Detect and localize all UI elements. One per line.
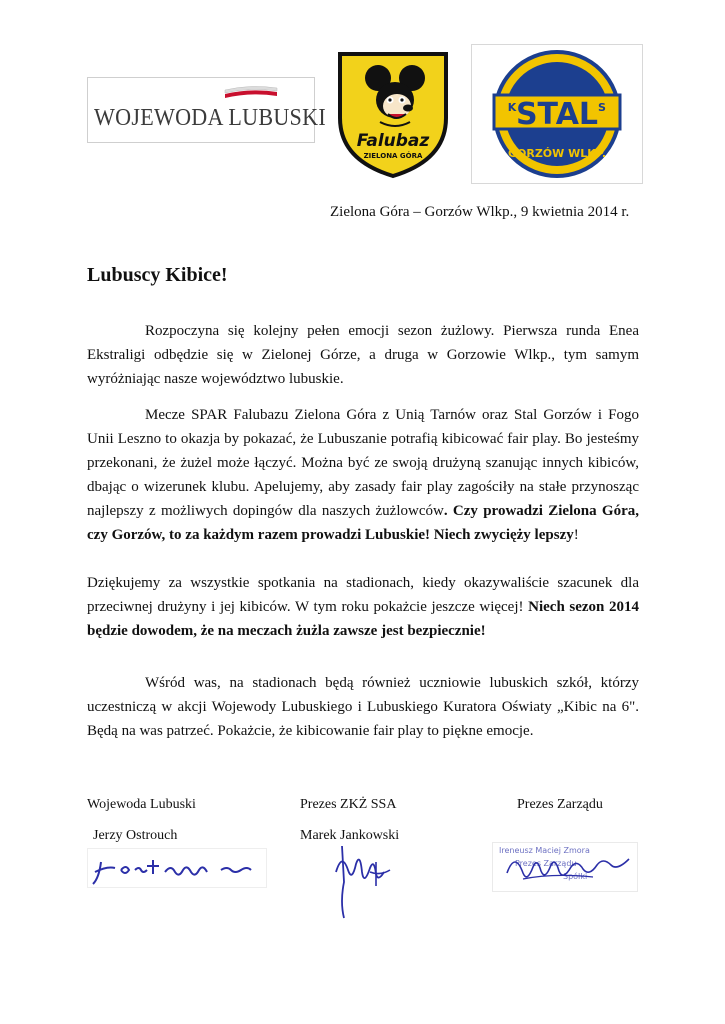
paragraph-2 xyxy=(87,403,639,547)
signature-2-name: Marek Jankowski xyxy=(300,828,400,843)
stal-logo-subtext: GORZÓW WLKP. xyxy=(507,147,607,160)
signature-1-image xyxy=(87,848,267,888)
stamp-line-2: Prezes Zarządu xyxy=(515,859,577,868)
signature-1-title: Wojewoda Lubuski xyxy=(87,797,196,812)
paragraph-3-bold: Niech sezon 2014 będzie dowodem, że na meczach żużla zawsze jest bezpiecznie! xyxy=(87,599,640,639)
paragraph-3-text: Dziękujemy za wszystkie spotkania na stadionach, kiedy okazywaliście szacunek dla przeciwnej drużyny i jej kibiców. W tym roku pokażcie jeszcze więcej! xyxy=(87,575,639,615)
letter-title: Lubuscy Kibice! xyxy=(87,264,228,286)
falubaz-logo-text: Falubaz xyxy=(356,131,430,151)
signature-1-name: Jerzy Ostrouch xyxy=(93,828,178,843)
signature-3-stamp xyxy=(492,842,638,892)
stal-logo-text: STAL xyxy=(515,97,599,132)
stal-gorzow-logo xyxy=(471,44,643,184)
wojewoda-lubuski-logo xyxy=(87,77,326,143)
falubaz-logo xyxy=(334,48,452,180)
paragraph-4 xyxy=(87,671,639,743)
falubaz-logo-subtext: ZIELONA GÓRA xyxy=(363,152,423,160)
paragraph-1 xyxy=(87,319,639,391)
stamp-line-3: Spółki xyxy=(563,872,588,881)
wojewoda-logo-text: WOJEWODA LUBUSKI xyxy=(94,105,326,131)
paragraph-4-text: Wśród was, na stadionach będą również uczniowie lubuskich szkół, którzy uczestniczą w akcji Wojewody Lubuskiego i Lubuskiego Kuratora Oświaty „Kibic na 6". Będą na was patrzeć. Pokażcie, że kibicowanie fair play to piękne emocje. xyxy=(87,675,639,739)
paragraph-3 xyxy=(87,571,639,643)
signature-3-title: Prezes Zarządu xyxy=(517,797,603,812)
date-line: Zielona Góra – Gorzów Wlkp., 9 kwietnia 2014 r. xyxy=(330,204,630,220)
paragraph-2-end: ! xyxy=(573,527,579,543)
flag-swoosh-icon xyxy=(223,84,279,100)
stal-logo-k: K xyxy=(507,101,517,114)
signature-3-handwriting xyxy=(493,843,637,891)
paragraph-2-text: Mecze SPAR Falubazu Zielona Góra z Unią Tarnów oraz Stal Gorzów i Fogo Unii Leszno to okazja by pokazać, że Lubuszanie potrafią kibicować fair play. Bo jesteśmy przekonani, że żużel może łączyć. Można być ze swoją drużyną szanując innych kibiców, dbając o wizerunek klubu. Apelujemy, aby zasady fair play zagościły na stałe przynosząc najlepszy z możliwych dopingów dla naszych żużlowców xyxy=(87,407,639,519)
paragraph-2-bold: . Czy prowadzi Zielona Góra, czy Gorzów, to za każdym razem prowadzi Lubuskie! Niech zwycięży lepszy xyxy=(87,503,639,543)
stal-logo-s: S xyxy=(598,101,606,114)
stamp-line-1: Ireneusz Maciej Zmora xyxy=(499,846,590,855)
paragraph-1-text: Rozpoczyna się kolejny pełen emocji sezon żużlowy. Pierwsza runda Enea Ekstraligi odbędzie się w Zielonej Górze, a druga w Gorzowie Wlkp., tym samym wyróżniając nasze województwo lubuskie. xyxy=(87,323,639,387)
signature-2-title: Prezes ZKŻ SSA xyxy=(300,797,397,812)
signature-2-image xyxy=(318,842,408,922)
